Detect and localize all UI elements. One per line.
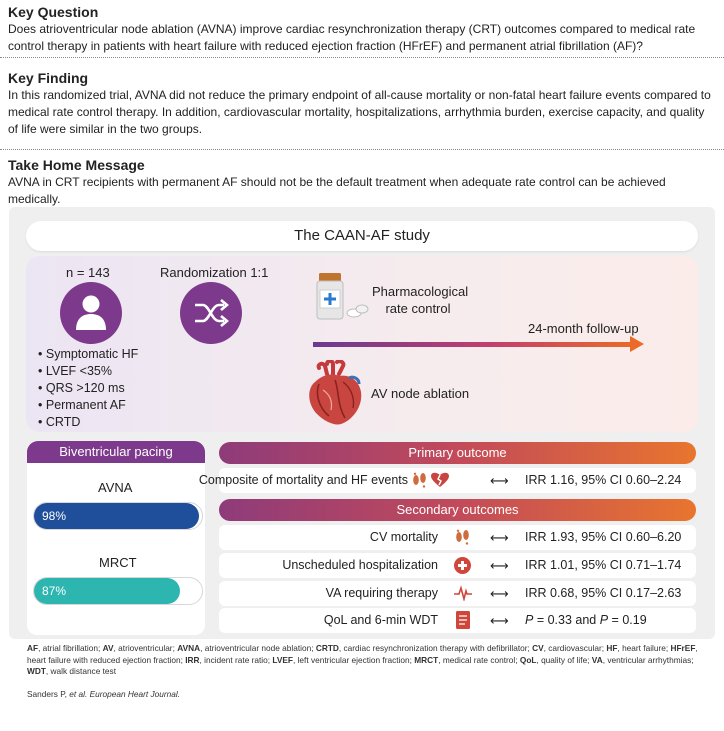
footprints-icon bbox=[454, 529, 472, 548]
key-question-heading: Key Question bbox=[8, 4, 99, 20]
pill-bottle-icon bbox=[314, 273, 370, 326]
p-value-1: = 0.33 and bbox=[533, 613, 600, 627]
primary-outcome-result: IRR 1.16, 95% CI 0.60–2.24 bbox=[525, 473, 682, 487]
follow-up-arrow-head bbox=[630, 336, 644, 352]
key-finding-heading: Key Finding bbox=[8, 70, 89, 86]
footnote-abbr: QoL bbox=[519, 654, 537, 665]
secondary-row-label: QoL and 6-min WDT bbox=[323, 613, 438, 627]
secondary-row-va-therapy bbox=[219, 581, 696, 606]
footprints-icon bbox=[411, 472, 429, 491]
secondary-row-label: CV mortality bbox=[369, 530, 438, 544]
mrct-pacing-value: 87% bbox=[42, 584, 67, 598]
criteria-item: • Symptomatic HF bbox=[38, 347, 139, 361]
take-home-section bbox=[0, 150, 724, 206]
follow-up-label: 24-month follow-up bbox=[528, 321, 639, 336]
take-home-text: AVNA in CRT recipients with permanent AF should not be the default treatment when adequate rate control can be achieved medically. bbox=[8, 175, 666, 206]
questionnaire-icon bbox=[456, 611, 470, 632]
footnote-definition: , atrial fibrillation; bbox=[38, 643, 103, 653]
footnote-definition: , heart failure with reduced ejection fraction; bbox=[27, 643, 698, 665]
arm-pharmacological-label bbox=[372, 283, 469, 317]
comparison-arrow: ⟷ bbox=[490, 586, 509, 601]
footnote-abbr: HF bbox=[606, 643, 618, 653]
avna-group-label: AVNA bbox=[98, 480, 133, 495]
citation bbox=[27, 689, 180, 699]
mrct-pacing-bar bbox=[33, 577, 203, 605]
footnote-abbr: AVNA bbox=[177, 643, 201, 653]
footnote-abbr: CV bbox=[532, 643, 544, 653]
avna-pacing-bar bbox=[33, 502, 203, 530]
comparison-arrow: ⟷ bbox=[490, 613, 509, 628]
ecg-icon bbox=[454, 585, 472, 604]
comparison-arrow: ⟷ bbox=[490, 558, 509, 573]
secondary-row-result: IRR 0.68, 95% CI 0.17–2.63 bbox=[525, 586, 682, 600]
footnote-abbr: HFrEF bbox=[670, 643, 696, 653]
mrct-pacing-fill bbox=[34, 578, 180, 604]
footnote-definition: , cardiac resynchronization therapy with defibrillator; bbox=[338, 643, 533, 653]
p-value-2: = 0.19 bbox=[608, 613, 647, 627]
sample-size-label: n = 143 bbox=[66, 265, 110, 280]
footnote-definition: , walk distance test bbox=[45, 666, 117, 676]
shuffle-icon bbox=[180, 282, 242, 344]
avna-pacing-value: 98% bbox=[42, 509, 67, 523]
study-title: The CAAN-AF study bbox=[26, 221, 698, 251]
secondary-row-result bbox=[525, 608, 647, 633]
take-home-heading: Take Home Message bbox=[8, 157, 145, 173]
abbreviations-footnote bbox=[27, 643, 707, 678]
key-question-section bbox=[0, 0, 724, 58]
footnote-abbr: IRR bbox=[185, 654, 200, 665]
biv-pacing-header: Biventricular pacing bbox=[27, 441, 205, 463]
citation-authors: Sanders P, bbox=[27, 689, 70, 699]
secondary-row-label: VA requiring therapy bbox=[325, 586, 438, 600]
footnote-abbr: AF bbox=[27, 643, 39, 653]
avna-pacing-fill bbox=[34, 503, 199, 529]
secondary-row-hospitalization bbox=[219, 553, 696, 578]
key-finding-text: In this randomized trial, AVNA did not reduce the primary endpoint of all-cause mortality or non-fatal heart failure events compared to medical rate control therapy. In addition, cardiovascular mortality, hospitalizations, arrhythmia burden, exercise capacity, and quality of life were similar in the two groups. bbox=[8, 88, 711, 136]
comparison-arrow: ⟷ bbox=[490, 473, 509, 488]
footnote-definition: , medical rate control; bbox=[438, 654, 520, 665]
arm-avna-label: AV node ablation bbox=[371, 386, 470, 401]
criteria-item: • CRTD bbox=[38, 415, 81, 429]
footnote-definition: , heart failure; bbox=[617, 643, 671, 653]
footnote-abbr: WDT bbox=[27, 666, 46, 676]
secondary-row-result: IRR 1.93, 95% CI 0.60–6.20 bbox=[525, 530, 682, 544]
criteria-item: • LVEF <35% bbox=[38, 364, 112, 378]
footnote-definition: , left ventricular ejection fraction; bbox=[292, 654, 415, 665]
secondary-row-qol bbox=[219, 608, 696, 633]
citation-etal: et al. bbox=[69, 689, 88, 699]
footnote-abbr: LVEF bbox=[272, 654, 293, 665]
footnote-abbr: VA bbox=[591, 654, 603, 665]
primary-outcome-row bbox=[198, 468, 696, 493]
randomization-label: Randomization 1:1 bbox=[160, 265, 269, 280]
arm-pharmacological-line1: Pharmacological bbox=[372, 284, 469, 299]
criteria-item: • Permanent AF bbox=[38, 398, 126, 412]
footnote-definition: , ventricular arrhythmias; bbox=[602, 654, 694, 665]
criteria-item: • QRS >120 ms bbox=[38, 381, 125, 395]
footnote-definition: , incident rate ratio; bbox=[199, 654, 273, 665]
p-symbol: P bbox=[525, 613, 534, 627]
footnote-abbr: MRCT bbox=[414, 654, 439, 665]
mrct-group-label: MRCT bbox=[99, 555, 137, 570]
footnote-definition: , cardiovascular; bbox=[543, 643, 607, 653]
hospital-cross-icon bbox=[454, 557, 471, 577]
patient-icon bbox=[60, 282, 122, 344]
p-symbol: P bbox=[599, 613, 609, 627]
footnote-abbr: AV bbox=[102, 643, 114, 653]
secondary-row-label: Unscheduled hospitalization bbox=[282, 558, 438, 572]
biv-pacing-panel bbox=[27, 441, 205, 635]
secondary-outcomes-header: Secondary outcomes bbox=[219, 499, 696, 521]
footnote-abbr: CRTD bbox=[315, 643, 339, 653]
key-sections bbox=[0, 0, 724, 206]
secondary-row-cv-mortality bbox=[219, 525, 696, 550]
primary-outcome-label: Composite of mortality and HF events bbox=[198, 473, 408, 487]
key-question-text: Does atrioventricular node ablation (AVNA) improve cardiac resynchronization therapy (CRT) outcomes compared to medical rate control therapy in patients with heart failure with reduced ejection fraction (HFrEF) and permanent atrial fibrillation (AF)? bbox=[8, 22, 696, 53]
follow-up-arrow-shaft bbox=[313, 342, 633, 347]
footnote-definition: , quality of life; bbox=[536, 654, 592, 665]
heart-icon bbox=[305, 360, 365, 431]
broken-heart-icon bbox=[431, 472, 449, 491]
arm-pharmacological-line2: rate control bbox=[385, 301, 451, 316]
citation-journal: European Heart Journal. bbox=[87, 689, 181, 699]
footnote-definition: , atrioventricular; bbox=[113, 643, 178, 653]
comparison-arrow: ⟷ bbox=[490, 530, 509, 545]
inclusion-criteria-list bbox=[38, 346, 138, 431]
footnote-definition: , atrioventricular node ablation; bbox=[200, 643, 316, 653]
secondary-row-result: IRR 1.01, 95% CI 0.71–1.74 bbox=[525, 558, 682, 572]
primary-outcome-header: Primary outcome bbox=[219, 442, 696, 464]
key-finding-section bbox=[0, 58, 724, 150]
